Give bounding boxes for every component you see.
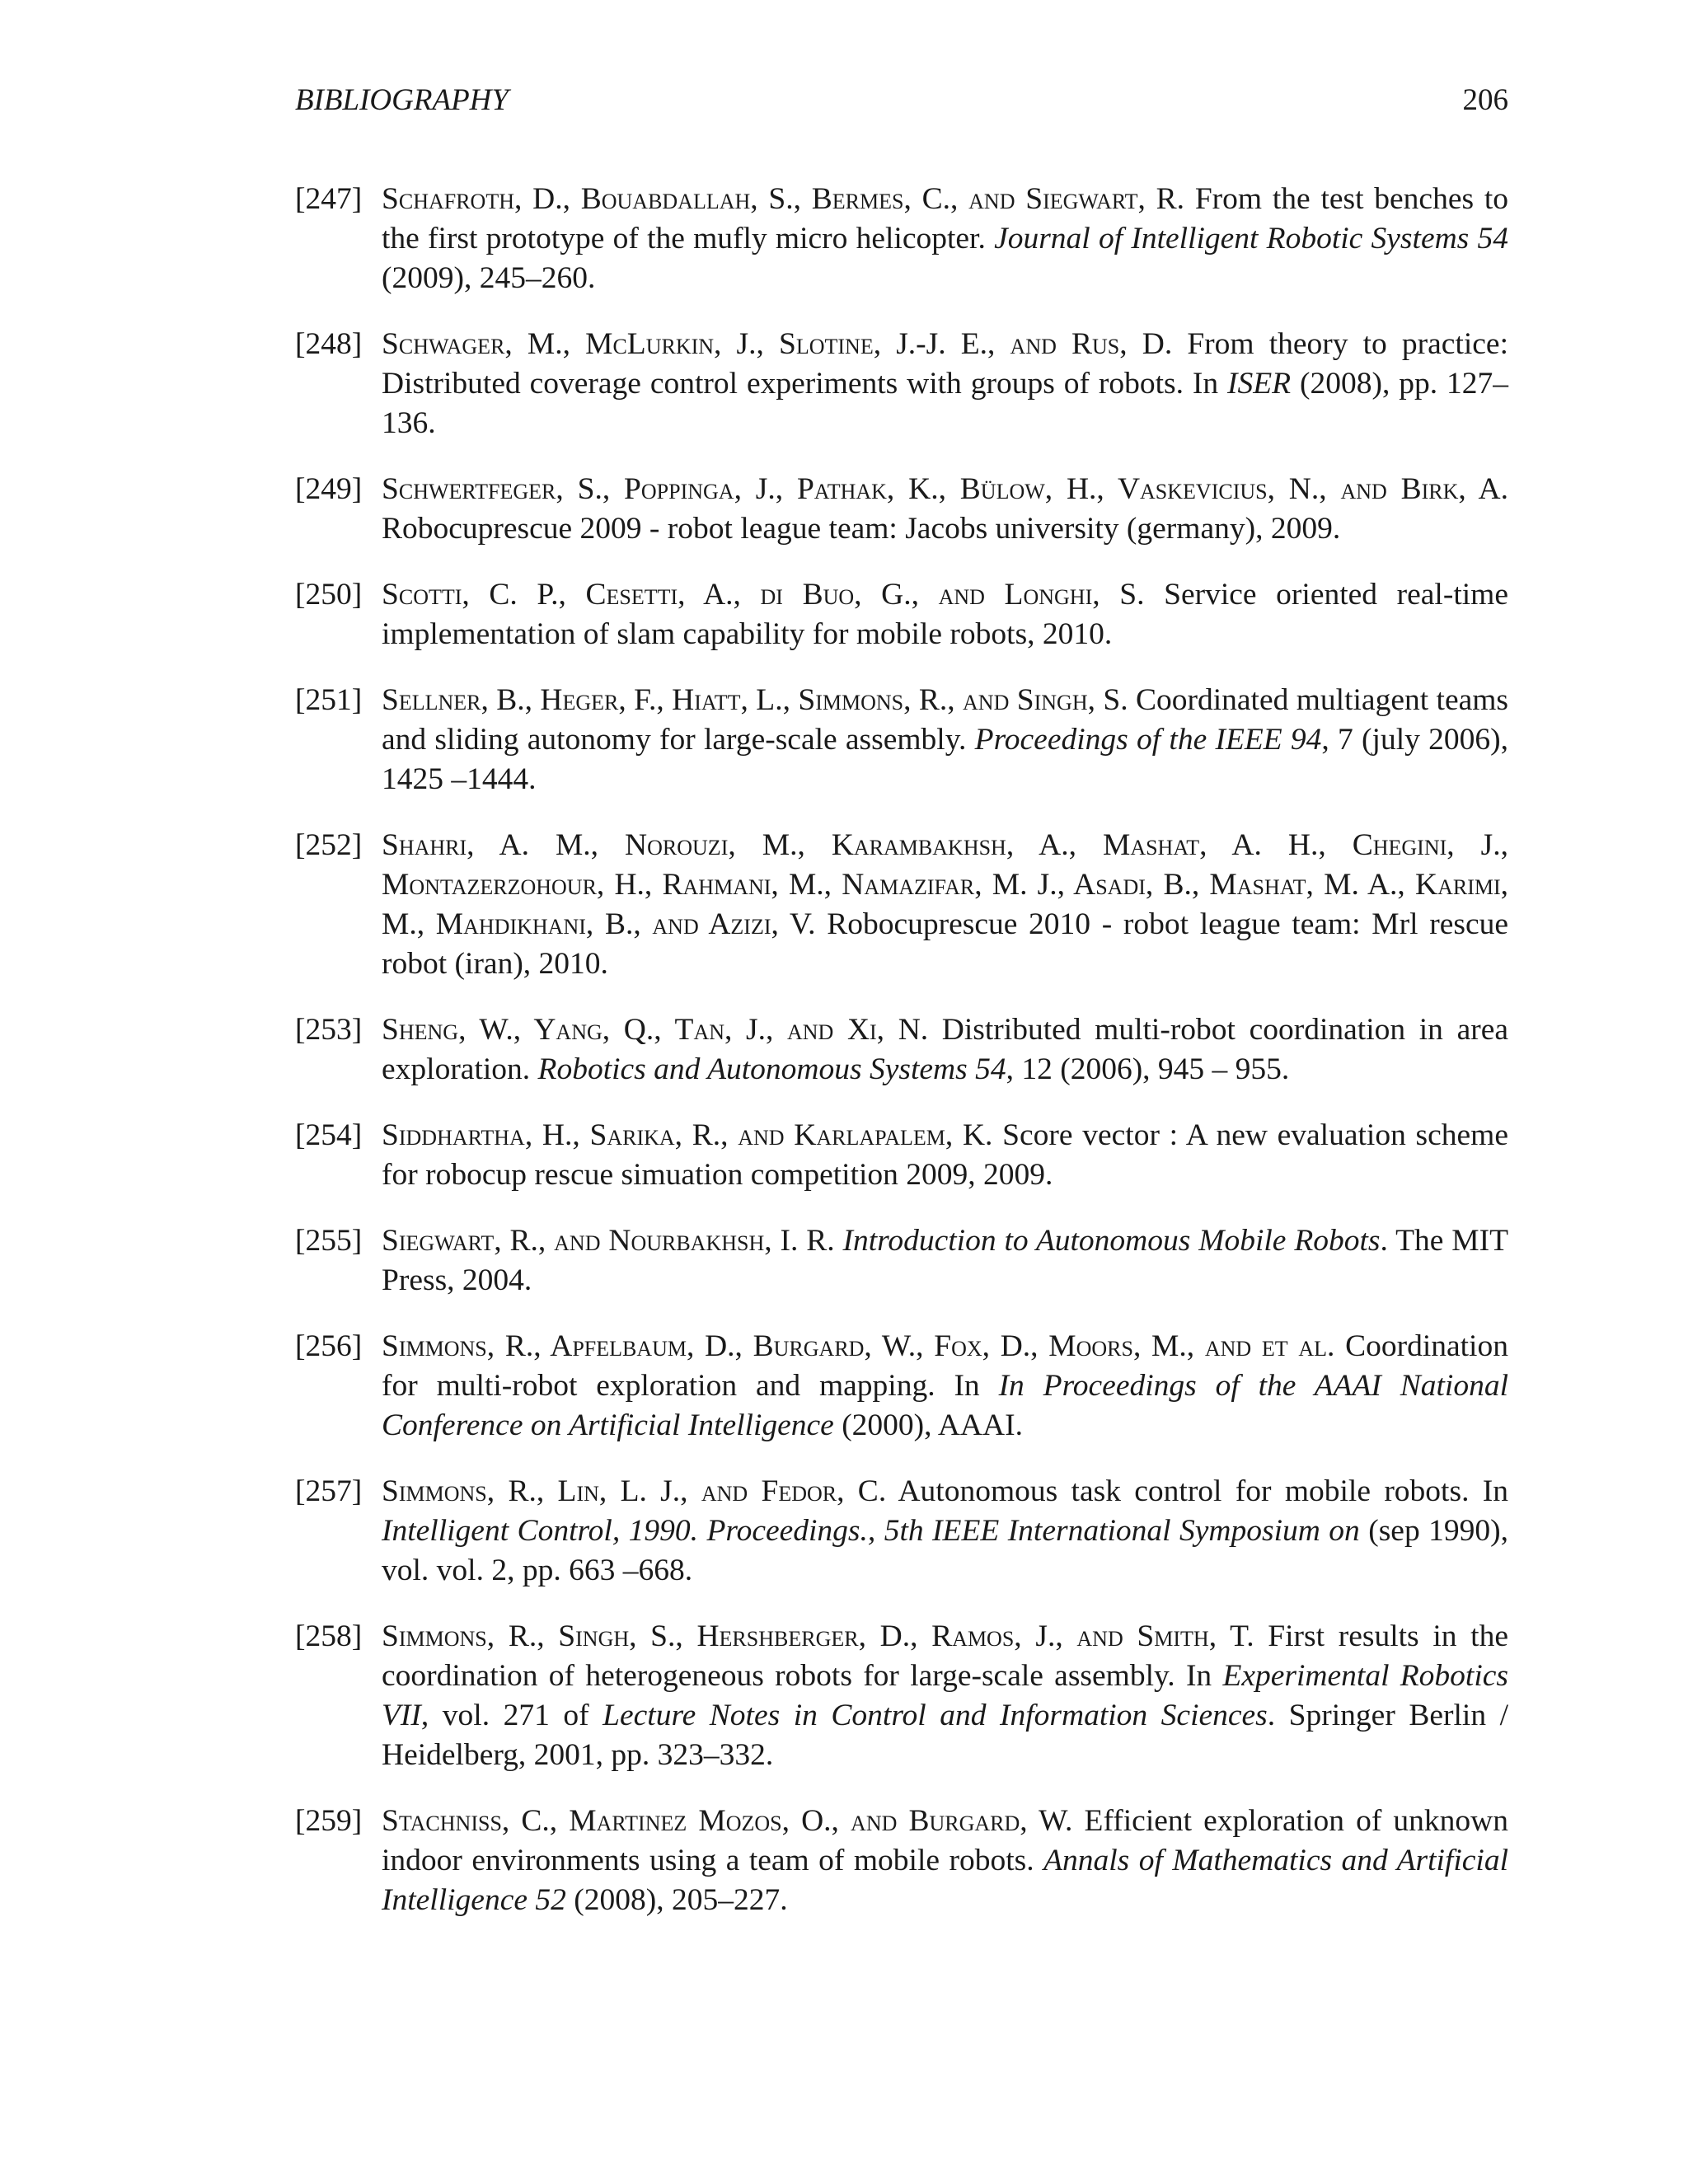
reference-plain-text xyxy=(835,1224,843,1258)
reference-text xyxy=(382,1617,1508,1775)
reference-authors: Simmons, R., Singh, S., Hershberger, D., Ramos, J., and Smith, T. xyxy=(382,1619,1254,1653)
reference-plain-text: Autonomous task control for mobile robots. In xyxy=(886,1474,1508,1508)
reference-text xyxy=(382,180,1508,298)
reference-text xyxy=(382,1472,1508,1591)
reference-authors: Sheng, W., Yang, Q., Tan, J., and Xi, N. xyxy=(382,1013,929,1047)
reference-number: [247] xyxy=(295,182,363,216)
reference-number: [249] xyxy=(295,472,363,506)
reference-entry xyxy=(295,180,1508,298)
page-number: 206 xyxy=(1462,83,1508,117)
reference-italic-text: Intelligent Control, 1990. Proceedings., 5th IEEE International Symposium on xyxy=(382,1514,1360,1548)
reference-plain-text: From theory to practice: Distributed coverage control experiments with groups of robots. In xyxy=(382,327,1508,401)
reference-text xyxy=(382,1221,1508,1301)
page-header xyxy=(295,80,1508,121)
reference-italic-text: Introduction to Autonomous Mobile Robots xyxy=(842,1224,1381,1258)
reference-text xyxy=(382,1327,1508,1446)
reference-plain-text: Score vector : A new evaluation scheme for robocup rescue simuation competition 2009, 2009. xyxy=(382,1118,1508,1192)
reference-text xyxy=(382,575,1508,654)
reference-italic-text: Annals of Mathematics and Artificial Intelligence 52 xyxy=(382,1844,1508,1917)
bibliography-list xyxy=(295,180,1508,1947)
reference-plain-text: . The MIT Press, 2004. xyxy=(382,1224,1508,1297)
reference-plain-text: Coordination for multi-robot exploration and mapping. In xyxy=(382,1329,1508,1403)
reference-number: [259] xyxy=(295,1804,363,1838)
reference-authors: Siddhartha, H., Sarika, R., and Karlapalem, K. xyxy=(382,1118,993,1152)
reference-plain-text: (2008), 205–227. xyxy=(565,1883,788,1917)
reference-entry xyxy=(295,1116,1508,1195)
reference-text xyxy=(382,826,1508,984)
reference-text xyxy=(382,470,1508,549)
running-title: BIBLIOGRAPHY xyxy=(295,83,509,117)
reference-authors: Shahri, A. M., Norouzi, M., Karambakhsh, A., Mashat, A. H., Chegini, J., Montazerzohour, H., Rahmani, M., Namazifar, M. J., Asadi, B., Mashat, M. A., Karimi, M., Mahdikhani, B., and Azizi, V. xyxy=(382,828,1508,941)
reference-plain-text: Efficient exploration of unknown indoor environments using a team of mobile robots. xyxy=(382,1804,1508,1877)
reference-plain-text: , vol. 271 of xyxy=(420,1699,603,1732)
reference-plain-text: (sep 1990), vol. vol. 2, pp. 663 –668. xyxy=(382,1514,1509,1587)
reference-plain-text: From the test benches to the first prototype of the mufly micro helicopter. xyxy=(382,182,1508,255)
reference-text xyxy=(382,1116,1508,1195)
reference-plain-text: , 7 (july 2006), 1425 –1444. xyxy=(382,723,1508,796)
reference-number: [255] xyxy=(295,1224,363,1258)
reference-plain-text: Robocuprescue 2009 - robot league team: Jacobs university (germany), 2009. xyxy=(382,512,1341,546)
reference-text xyxy=(382,1802,1508,1920)
reference-authors: Siegwart, R., and Nourbakhsh, I. R. xyxy=(382,1224,835,1258)
reference-plain-text: Service oriented real-time implementation of slam capability for mobile robots, 2010. xyxy=(382,578,1508,651)
reference-number: [250] xyxy=(295,578,363,612)
reference-authors: Schwager, M., McLurkin, J., Slotine, J.-J. E., and Rus, D. xyxy=(382,327,1173,361)
reference-plain-text: First results in the coordination of heterogeneous robots for large-scale assembly. In xyxy=(382,1619,1508,1693)
reference-entry xyxy=(295,470,1508,549)
reference-plain-text: Coordinated multiagent teams and sliding autonomy for large-scale assembly. xyxy=(382,683,1508,757)
reference-entry xyxy=(295,681,1508,799)
reference-plain-text: (2008), pp. 127–136. xyxy=(382,367,1508,440)
reference-entry xyxy=(295,1221,1508,1301)
reference-italic-text: In Proceedings of the AAAI National Conference on Artificial Intelligence xyxy=(382,1369,1508,1442)
reference-text xyxy=(382,681,1508,799)
reference-italic-text: Robotics and Autonomous Systems 54 xyxy=(537,1052,1006,1086)
reference-authors: Schwertfeger, S., Poppinga, J., Pathak, K., Bülow, H., Vaskevicius, N., and Birk, A. xyxy=(382,472,1508,506)
reference-entry xyxy=(295,1802,1508,1920)
reference-plain-text: . Springer Berlin / Heidelberg, 2001, pp. 323–332. xyxy=(382,1699,1508,1772)
reference-italic-text: Journal of Intelligent Robotic Systems 54 xyxy=(994,222,1508,255)
reference-entry xyxy=(295,1327,1508,1446)
reference-entry xyxy=(295,826,1508,984)
reference-number: [251] xyxy=(295,683,363,717)
reference-plain-text: Distributed multi-robot coordination in area exploration. xyxy=(382,1013,1508,1086)
reference-plain-text: , 12 (2006), 945 – 955. xyxy=(1006,1052,1290,1086)
reference-number: [253] xyxy=(295,1013,363,1047)
reference-number: [257] xyxy=(295,1474,363,1508)
reference-entry xyxy=(295,1617,1508,1775)
reference-plain-text: (2000), AAAI. xyxy=(833,1408,1023,1442)
reference-entry xyxy=(295,1010,1508,1090)
reference-authors: Sellner, B., Heger, F., Hiatt, L., Simmons, R., and Singh, S. xyxy=(382,683,1128,717)
reference-number: [256] xyxy=(295,1329,363,1363)
reference-number: [252] xyxy=(295,828,363,862)
reference-italic-text: Proceedings of the IEEE 94 xyxy=(974,723,1322,757)
reference-plain-text: Robocuprescue 2010 - robot league team: Mrl rescue robot (iran), 2010. xyxy=(382,907,1508,981)
reference-entry xyxy=(295,325,1508,443)
reference-text xyxy=(382,1010,1508,1090)
reference-italic-text: Lecture Notes in Control and Information Sciences xyxy=(603,1699,1268,1732)
reference-italic-text: ISER xyxy=(1227,367,1292,401)
reference-authors: Simmons, R., Apfelbaum, D., Burgard, W., Fox, D., Moors, M., and et al. xyxy=(382,1329,1335,1363)
reference-authors: Stachniss, C., Martinez Mozos, O., and Burgard, W. xyxy=(382,1804,1073,1838)
reference-entry xyxy=(295,1472,1508,1591)
reference-number: [258] xyxy=(295,1619,363,1653)
reference-italic-text: Experimental Robotics VII xyxy=(382,1659,1508,1732)
reference-authors: Schafroth, D., Bouabdallah, S., Bermes, C., and Siegwart, R. xyxy=(382,182,1185,216)
reference-entry xyxy=(295,575,1508,654)
reference-authors: Simmons, R., Lin, L. J., and Fedor, C. xyxy=(382,1474,887,1508)
reference-number: [248] xyxy=(295,327,363,361)
reference-plain-text: (2009), 245–260. xyxy=(382,261,596,295)
reference-authors: Scotti, C. P., Cesetti, A., di Buo, G., and Longhi, S. xyxy=(382,578,1145,612)
reference-number: [254] xyxy=(295,1118,363,1152)
reference-text xyxy=(382,325,1508,443)
